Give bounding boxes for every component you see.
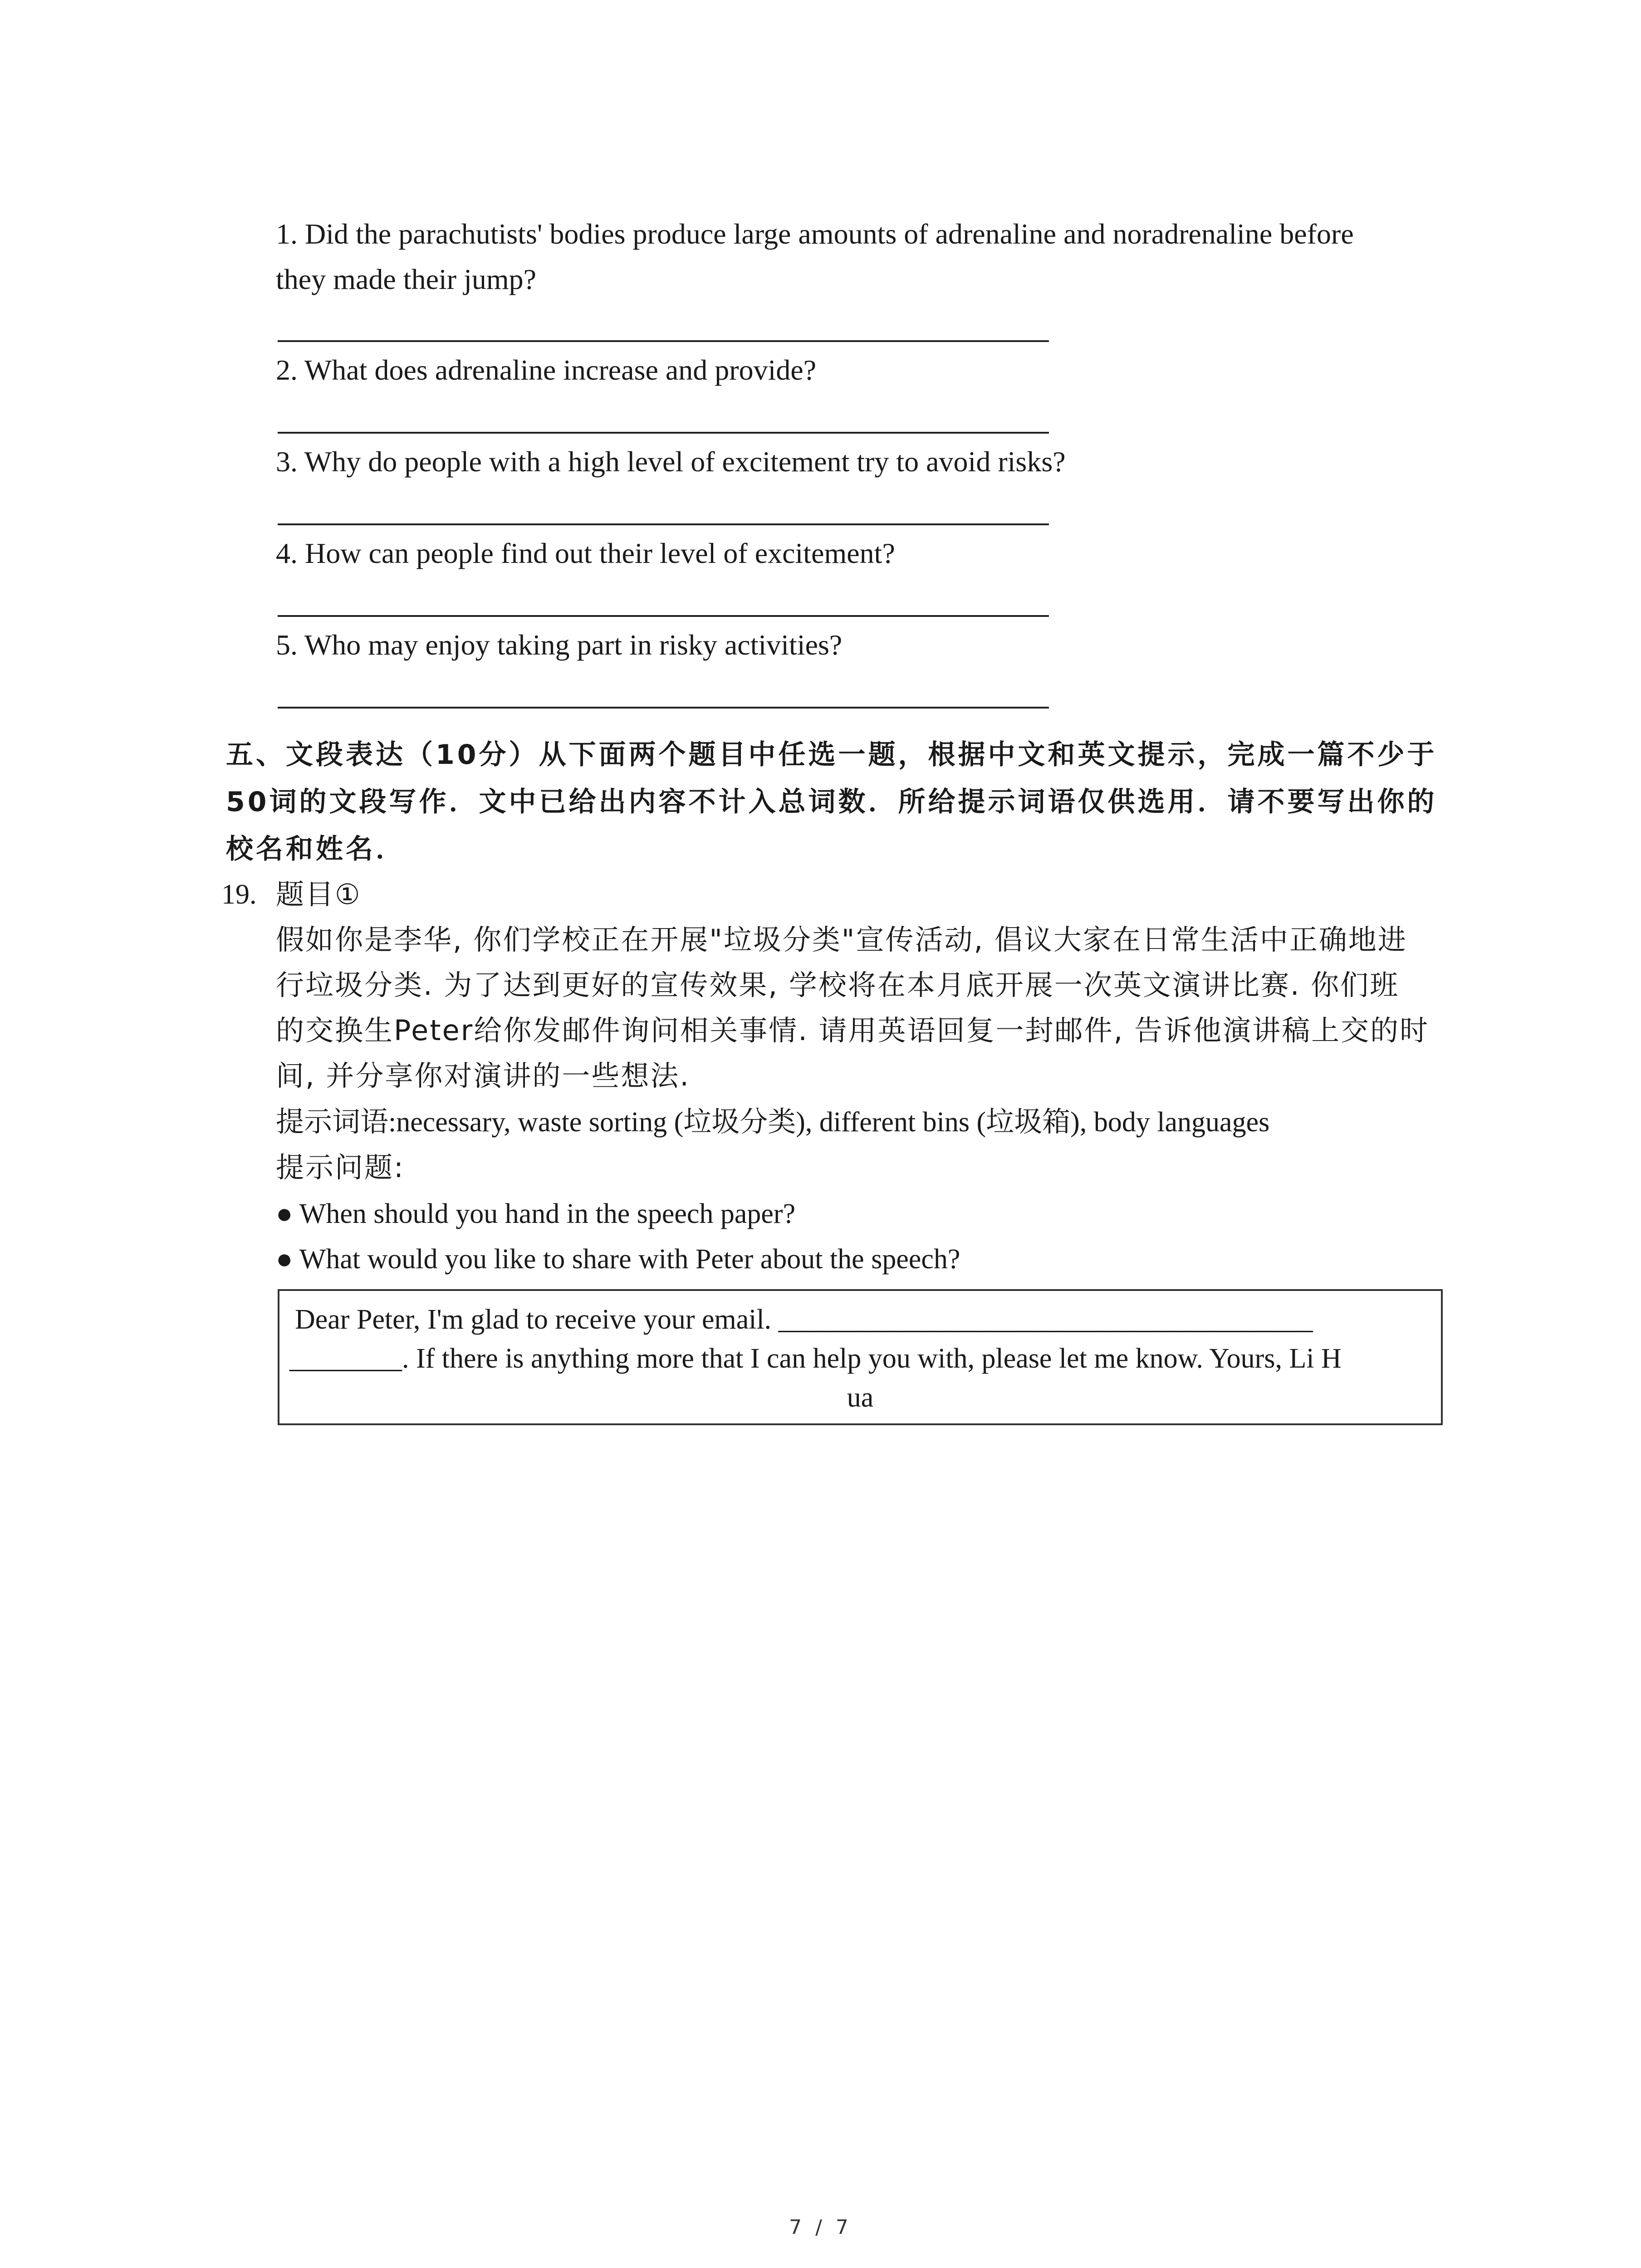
letter-line-2: ________. If there is anything more that I can help you with, please let me know. Yours, Li H — [289, 1343, 1342, 1374]
letter-template-box[interactable] — [278, 1289, 1443, 1425]
question-5: 5. Who may enjoy taking part in risky activities? — [276, 629, 843, 661]
hint-bullet-1: ● When should you hand in the speech paper? — [276, 1198, 796, 1229]
question-19-number-text: 19. — [221, 879, 257, 910]
prompt-line-4: 间, 并分享你对演讲的一些想法. — [276, 1059, 691, 1092]
section-5-heading-line-1: 五、文段表达（10分）从下面两个题目中任选一题，根据中文和英文提示，完成一篇不少于 — [226, 739, 1437, 771]
question-1-line-1: 1. Did the parachutists' bodies produce large amounts of adrenaline and noradrenaline before — [276, 218, 1354, 250]
hint-words: 提示词语:necessary, waste sorting (垃圾分类), different bins (垃圾箱), body languages — [276, 1107, 1270, 1138]
section-5-heading-line-2: 50词的文段写作．文中已给出内容不计入总词数．所给提示词语仅供选用．请不要写出你的 — [226, 786, 1437, 818]
question-3: 3. Why do people with a high level of excitement try to avoid risks? — [276, 445, 1066, 478]
question-19-title: 题目① — [276, 878, 362, 911]
hint-questions-label: 提示问题: — [276, 1151, 405, 1184]
prompt-line-3: 的交换生Peter给你发邮件询问相关事情. 请用英语回复一封邮件, 告诉他演讲稿上交的时 — [276, 1014, 1430, 1047]
section-5-heading-line-3: 校名和姓名． — [226, 833, 406, 865]
prompt-line-2: 行垃圾分类. 为了达到更好的宣传效果, 学校将在本月底开展一次英文演讲比赛. 你们班 — [276, 968, 1400, 1002]
question-4: 4. How can people find out their level of excitement? — [276, 537, 895, 569]
page-number: 7 / 7 — [789, 2216, 852, 2239]
prompt-line-1: 假如你是李华, 你们学校正在开展"垃圾分类"宣传活动, 倡议大家在日常生活中正确地进 — [276, 923, 1407, 956]
answer-line-1[interactable] — [278, 340, 1049, 342]
letter-line-1: Dear Peter, I'm glad to receive your email. ______________________________________ — [295, 1304, 1313, 1335]
question-19-number — [221, 872, 257, 917]
question-2: 2. What does adrenaline increase and provide? — [276, 354, 817, 386]
answer-line-5[interactable] — [278, 707, 1049, 709]
hint-bullet-2: ● What would you like to share with Peter about the speech? — [276, 1244, 960, 1275]
answer-line-2[interactable] — [278, 432, 1049, 434]
answer-line-3[interactable] — [278, 523, 1049, 525]
answer-line-4[interactable] — [278, 615, 1049, 617]
question-1-line-2: they made their jump? — [276, 263, 537, 295]
letter-line-3: ua — [847, 1382, 874, 1413]
